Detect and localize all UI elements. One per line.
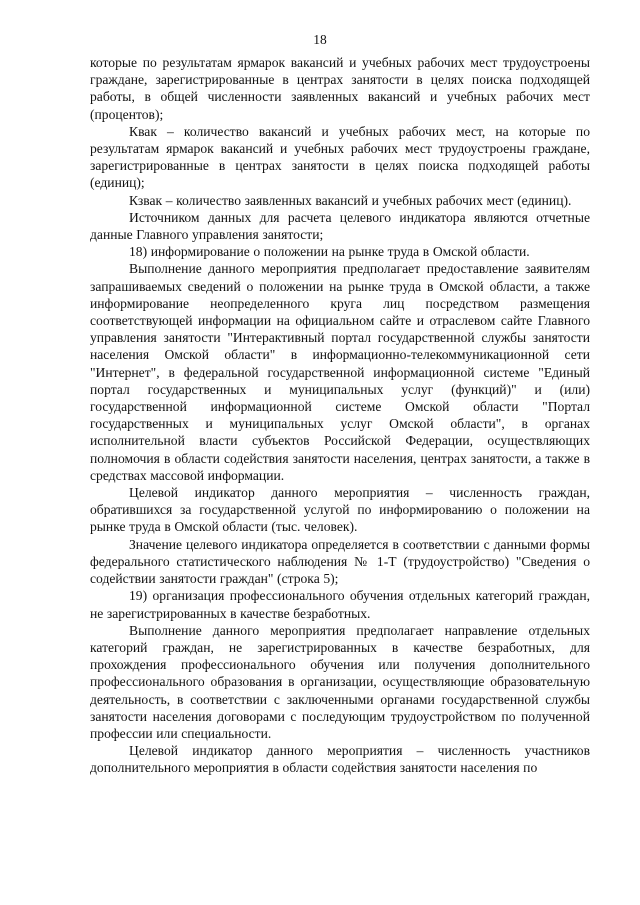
paragraph: Квак – количество вакансий и учебных рабочих мест, на которые по результатам ярмарок вакансий и учебных рабочих мест трудоустроены граждане, зарегистрированные в центрах занятости в целях поиска подходящей работы (единиц);: [90, 123, 590, 191]
paragraph: Источником данных для расчета целевого индикатора являются отчетные данные Главного управления занятости;: [90, 209, 590, 243]
paragraph: Целевой индикатор данного мероприятия – численность участников дополнительного мероприятия в области содействия занятости населения по: [90, 743, 590, 776]
paragraph: Значение целевого индикатора определяется в соответствии с данными формы федерального статистического наблюдения № 1-Т (трудоустройство) "Сведения о содействии занятости граждан" (строка 5);: [90, 536, 590, 587]
paragraph: которые по результатам ярмарок вакансий и учебных рабочих мест трудоустроены граждане, зарегистрированные в центрах занятости в целях поиска подходящей работы, в общей численности заявленных вакансий и учебных рабочих мест (процентов);: [90, 55, 590, 122]
paragraph: Выполнение данного мероприятия предполагает направление отдельных категорий граждан, не зарегистрированных в качестве безработных, для прохождения профессионального обучения или получения дополнительного профессионального образования в организации, осуществляющие образовательную деятельность, в соответствии с заключенными органами государственной службы занятости населения договорами с последующим трудоустройством по полученной профессии или специальности.: [90, 622, 590, 741]
document-body: [90, 54, 590, 777]
paragraph: Целевой индикатор данного мероприятия – численность граждан, обратившихся за государственной услугой по информированию о положении на рынке труда в Омской области (тыс. человек).: [90, 485, 590, 535]
page-number: 18: [313, 32, 327, 47]
paragraph: 19) организация профессионального обучения отдельных категорий граждан, не зарегистрированных в качестве безработных.: [90, 588, 590, 621]
paragraph: Выполнение данного мероприятия предполагает предоставление заявителям запрашиваемых сведений о положении на рынке труда в Омской области, а также информирование неопределенного круга лиц посредством размещения соответствующей информации на официальном сайте и отраслевом сайте Главного управления занятости "Интерактивный портал государственной службы занятости населения Омской области" в информационно-телекоммуникационной сети "Интернет", в федеральной государственной информационной системе "Единый портал государственных и муниципальных услуг (функций)" и (или) государственной информационной системе Омской области "Портал государственных и муниципальных услуг Омской области", в органах исполнительной власти субъектов Российской Федерации, осуществляющих полномочия в области содействия занятости населения, центрах занятости, а также в средствах массовой информации.: [90, 261, 590, 483]
paragraph: Кзвак – количество заявленных вакансий и учебных рабочих мест (единиц).: [129, 192, 572, 208]
paragraph: 18) информирование о положении на рынке труда в Омской области.: [129, 244, 530, 260]
